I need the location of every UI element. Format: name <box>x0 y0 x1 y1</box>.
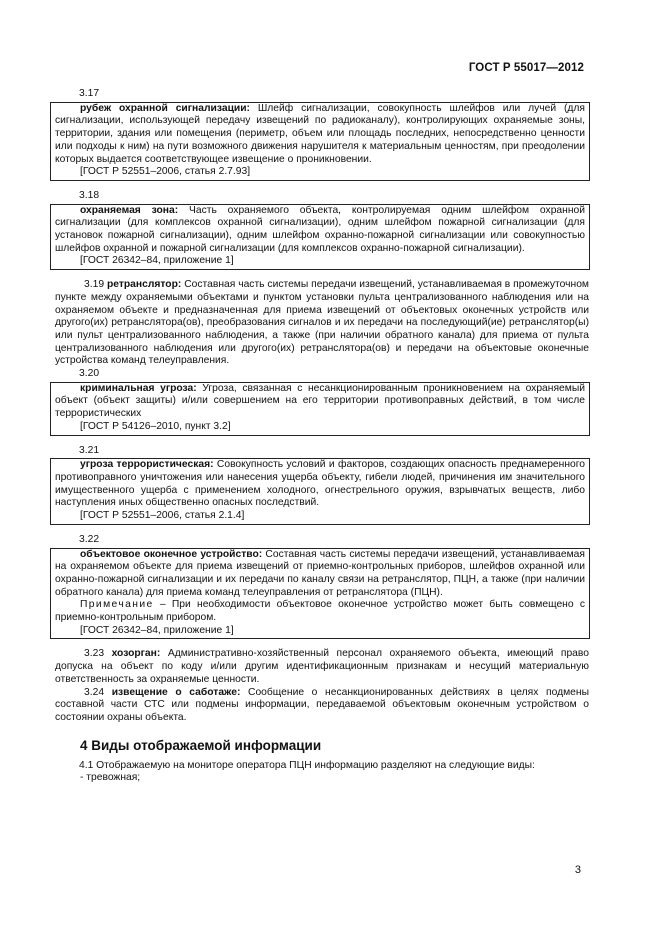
term-source: [ГОСТ Р 52551–2006, статья 2.1.4] <box>80 510 245 522</box>
term-definition <box>55 205 585 256</box>
term-text: Шлейф сигнализации, совокупность шлейфов или лучей (для сигнализации, использующей передачу извещений по радиоканалу), контролирующих охраняемые зоны, территории, здания или помещения (периметр, объем или площадь последних, непосредственно ценности или подходы к ним) на пути возможного движения нарушителя к материальным ценностям, при преодолении которых выдается соответствующее извещение о проникновении. <box>55 102 586 165</box>
term-note <box>55 599 585 624</box>
document-code-header: ГОСТ Р 55017—2012 <box>468 62 584 74</box>
term-paragraph-3-24 <box>50 687 590 725</box>
term-text: Сообщение о несанкционированных действиях в целях подмены составной части СТС или подмены информации, передаваемой объектовым оконечным устройством о состоянии охраны объекта. <box>55 686 589 723</box>
term-definition <box>55 103 585 167</box>
term-name: ретранслятор: <box>106 279 182 291</box>
term-number: 3.21 <box>79 444 100 456</box>
term-source: [ГОСТ Р 52551–2006, статья 2.7.93] <box>80 166 251 178</box>
term-paragraph-3-19 <box>50 279 590 368</box>
term-name: угроза террористическая: <box>80 459 214 471</box>
term-text: Административно-хозяйственный персонал охраняемого объекта, имеющий право допуска на объект по коду и/или другим идентификационным признакам и несущий материальную ответственность за охраняемые ценности. <box>55 648 589 685</box>
term-name: объектовое оконечное устройство: <box>80 548 263 560</box>
term-number: 3.20 <box>79 368 100 380</box>
term-number: 3.24 <box>84 686 105 698</box>
list-item: - тревожная; <box>80 772 141 784</box>
note-text: – При необходимости объектовое оконечное устройство может быть совмещено с приемно-контрольным прибором. <box>55 599 585 624</box>
term-definition <box>55 549 585 600</box>
term-paragraph-3-23 <box>50 648 590 686</box>
term-name: криминальная угроза: <box>80 382 197 394</box>
term-name: извещение о саботаже: <box>111 686 241 698</box>
term-box-3-17 <box>50 102 590 181</box>
term-text: Совокупность условий и факторов, создающих опасность преднамеренного противоправного уничтожения или нанесения ущерба объекту, гибели людей, причинения им значительного имущественного ущерба с применением холодного, огнестрельного оружия, взрывчатых веществ, либо наступления иных общественно опасных последствий. <box>55 459 585 509</box>
term-text: Часть охраняемого объекта, контролируемая одним шлейфом охранной сигнализации (для комплексов охранной сигнализации), одним шлейфом пожарной сигнализации (для установок пожарной сигнализации), одним шлейфом охранно-пожарной сигнализации или совокупностью шлейфов охранной и пожарной сигнализации (для комплексов охранно-пожарной сигнализации). <box>55 204 586 254</box>
term-source: [ГОСТ 26342–84, приложение 1] <box>80 255 234 267</box>
term-box-3-22 <box>50 548 590 640</box>
term-source: [ГОСТ 26342–84, приложение 1] <box>80 624 234 636</box>
term-number: 3.23 <box>84 648 105 660</box>
term-text: Составная часть системы передачи извещений, устанавливаемая на охраняемом объекте для приема извещений от приемно-контрольных приборов, шлейфов охранной или охранно-пожарной сигнализации и их передачи по каналу связи на ретранслятор, ПЦН, а также (при наличии обратного канала) для приема команд телеуправления от ретранслятора (ПЦН). <box>55 548 585 598</box>
term-name: охраняемая зона: <box>80 204 179 216</box>
term-box-3-18 <box>50 204 590 271</box>
term-definition <box>55 459 585 510</box>
section-paragraph: 4.1 Отображаемую на мониторе оператора ПЦН информацию разделяют на следующие виды: <box>79 759 535 771</box>
term-number: 3.18 <box>79 189 100 201</box>
term-text: Угроза, связанная с несанкционированным проникновением на охраняемый объект (объект защиты) и/или совершением на его территории противоправных действий, в том числе террористических <box>55 382 586 420</box>
term-box-3-20 <box>50 382 590 436</box>
term-number: 3.22 <box>79 533 100 545</box>
page-number: 3 <box>574 864 581 876</box>
section-heading: 4 Виды отображаемой информации <box>80 737 322 753</box>
term-box-3-21 <box>50 458 590 525</box>
page-content <box>50 88 590 785</box>
term-name: рубеж охранной сигнализации: <box>80 102 250 114</box>
term-number: 3.19 <box>84 279 105 291</box>
term-definition <box>55 383 585 421</box>
term-number: 3.17 <box>79 88 100 99</box>
term-text: Составная часть системы передачи извещений, устанавливаемая в промежуточном пункте между охраняемыми объектами и пунктом установки пульта централизованного наблюдения или на охраняемом объекте и предназначенная для приема извещений от объектовых оконечных устройств или другого(их) ретранслятора(ов), преобразования сигналов и их передачи на последующий(ие) ретранслятор(ы) или пульт централизованного наблюдения, а также (при наличии обратного канала) для приема от пульта централизованного наблюдения или другого(их) ретранслятора(ов) и передачи на объектовые оконечные устройства команд телеуправления. <box>55 279 589 367</box>
term-source: [ГОСТ Р 54126–2010, пункт 3.2] <box>80 420 231 432</box>
term-name: хозорган: <box>111 648 161 660</box>
note-label: Примечание <box>80 599 154 611</box>
